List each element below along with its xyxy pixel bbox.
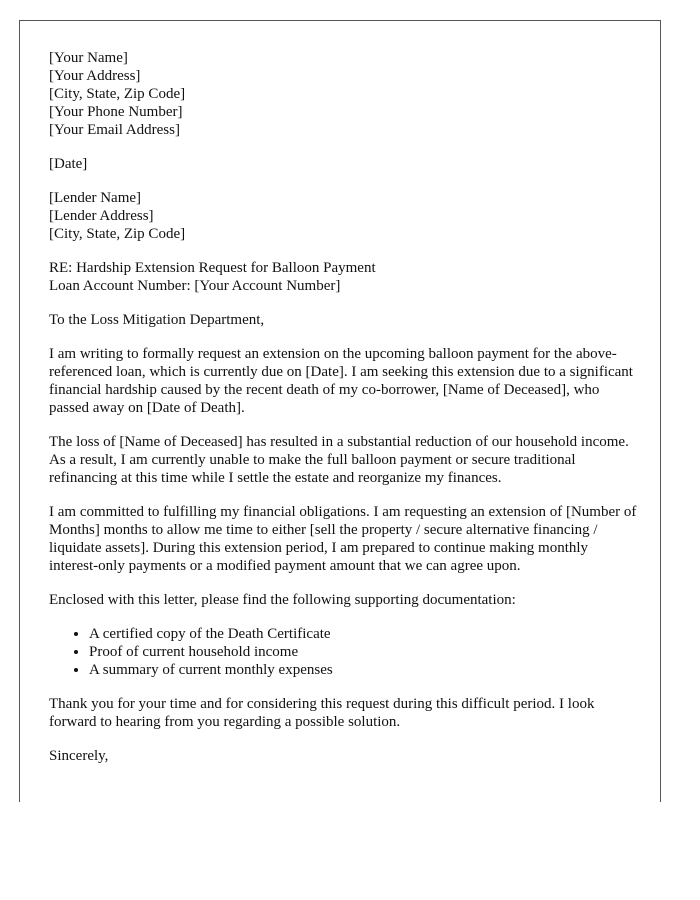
recipient-address-block xyxy=(49,189,660,243)
list-item: • A certified copy of the Death Certificate xyxy=(89,625,660,643)
sender-city-state-zip: [City, State, Zip Code] xyxy=(49,86,186,102)
list-item: • Proof of current household income xyxy=(89,643,660,661)
enclosures-intro: Enclosed with this letter, please find the following supporting documentation: xyxy=(49,592,516,608)
sender-address: [Your Address] xyxy=(49,68,141,84)
sender-name: [Your Name] xyxy=(49,50,128,66)
body-paragraph-1: I am writing to formally request an extension on the upcoming balloon payment for the above-referenced loan, which is currently due on [Date]. I am seeking this extension due to a significant financial hardship caused by the recent death of my co-borrower, [Name of Deceased], who passed away on [Date of Death]. xyxy=(49,346,633,416)
date-block xyxy=(49,155,660,173)
subject-block xyxy=(49,259,660,295)
enclosures-list xyxy=(49,625,660,679)
body-paragraph-2: The loss of [Name of Deceased] has resulted in a substantial reduction of our household income. As a result, I am currently unable to make the full balloon payment or secure traditional refinancing at this time while I settle the estate and reorganize my finances. xyxy=(49,434,629,486)
subject-re-line: RE: Hardship Extension Request for Balloon Payment xyxy=(49,260,376,276)
letter-date: [Date] xyxy=(49,156,88,172)
sign-off: Sincerely, xyxy=(49,748,109,764)
closing-paragraph: Thank you for your time and for considering this request during this difficult period. I look forward to hearing from you regarding a possible solution. xyxy=(49,696,595,730)
recipient-name: [Lender Name] xyxy=(49,190,142,206)
recipient-city-state-zip: [City, State, Zip Code] xyxy=(49,226,186,242)
subject-account-line: Loan Account Number: [Your Account Number] xyxy=(49,278,341,294)
sender-email: [Your Email Address] xyxy=(49,122,180,138)
sender-phone: [Your Phone Number] xyxy=(49,104,183,120)
sender-address-block xyxy=(49,49,660,139)
list-item: • A summary of current monthly expenses xyxy=(89,661,660,679)
salutation: To the Loss Mitigation Department, xyxy=(49,312,265,328)
body-paragraph-3: I am committed to fulfilling my financial obligations. I am requesting an extension of [Number of Months] months to allow me time to either [sell the property / secure alternative financing / liquidate assets]. During this extension period, I am prepared to continue making monthly interest-only payments or a modified payment amount that we can agree upon. xyxy=(49,504,637,574)
letter-page xyxy=(19,20,661,802)
recipient-address: [Lender Address] xyxy=(49,208,154,224)
